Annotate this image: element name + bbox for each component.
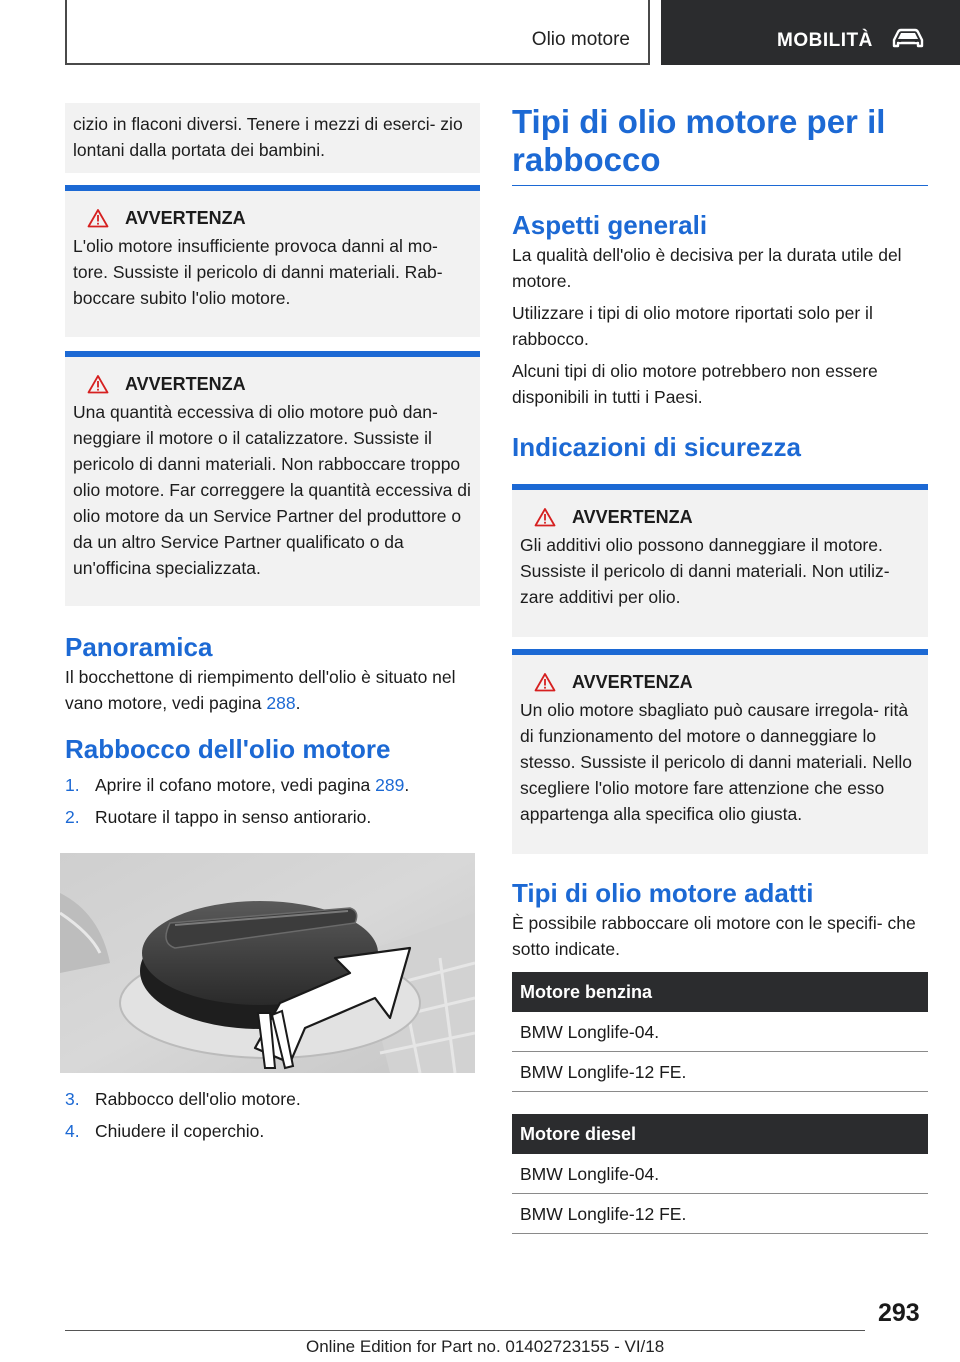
warning-title-3 bbox=[520, 504, 920, 530]
step-item: 3. Rabbocco dell'olio motore. bbox=[65, 1089, 301, 1109]
refill-heading: Rabbocco dell'olio motore bbox=[65, 734, 391, 764]
warning-triangle-icon bbox=[534, 672, 556, 692]
note-box bbox=[65, 103, 480, 173]
safety-heading: Indicazioni di sicurezza bbox=[512, 432, 801, 462]
footer-divider bbox=[65, 1330, 865, 1331]
warning-label: AVVERTENZA bbox=[572, 507, 693, 527]
warning-box-1 bbox=[65, 185, 480, 337]
warning-text-3: Gli additivi olio possono danneggiare il motore. Sussiste il pericolo di danni materiali. Non utiliz‐ zare additivi per olio. bbox=[520, 535, 890, 607]
general-paragraph: Alcuni tipi di olio motore potrebbero non essere disponibili in tutti i Paesi. bbox=[512, 361, 878, 407]
warning-triangle-icon bbox=[87, 208, 109, 228]
warning-box-3 bbox=[512, 484, 928, 637]
header-section-title: Olio motore bbox=[531, 29, 630, 50]
step-item: 1. Aprire il cofano motore, vedi pagina 289. bbox=[65, 775, 410, 795]
spec-table-petrol bbox=[512, 972, 928, 1092]
left-column bbox=[65, 103, 480, 836]
steps-list-b bbox=[65, 1086, 480, 1150]
table-row: BMW Longlife-12 FE. bbox=[512, 1052, 928, 1092]
page-link-289[interactable]: 289 bbox=[375, 775, 405, 795]
step-item: 2. Ruotare il tappo in senso antiorario. bbox=[65, 807, 372, 827]
table-row: BMW Longlife-04. bbox=[512, 1012, 928, 1052]
title-divider bbox=[512, 185, 928, 186]
warning-title-2 bbox=[73, 371, 472, 397]
suitable-text: È possibile rabboccare oli motore con le specifi‐ che sotto indicate. bbox=[512, 913, 916, 959]
warning-text-2: Una quantità eccessiva di olio motore può dan‐ neggiare il motore o il catalizzatore. Sussiste il pericolo di danni materiali. Non rabboccare troppo olio motore. Far correggere la quantità eccessiva di olio motore da un Service Partner del produttore o da un altro Service Partner qualificato o da un'officina specializzata. bbox=[73, 402, 471, 578]
table-header: Motore benzina bbox=[512, 972, 928, 1012]
right-column bbox=[512, 103, 928, 1234]
warning-triangle-icon bbox=[87, 374, 109, 394]
table-row: BMW Longlife-12 FE. bbox=[512, 1194, 928, 1234]
general-paragraph: Utilizzare i tipi di olio motore riportati solo per il rabbocco. bbox=[512, 303, 873, 349]
page-link-288[interactable]: 288 bbox=[266, 693, 296, 713]
warning-label: AVVERTENZA bbox=[572, 672, 693, 692]
header-chapter-box bbox=[661, 0, 960, 65]
section-title: Tipi di olio motore per il rabbocco bbox=[512, 103, 886, 178]
warning-title-1 bbox=[73, 205, 472, 231]
suitable-heading: Tipi di olio motore adatti bbox=[512, 878, 814, 908]
warning-label: AVVERTENZA bbox=[125, 374, 246, 394]
note-text: cizio in flaconi diversi. Tenere i mezzi di eserci‐ zio lontani dalla portata dei bambini. bbox=[73, 114, 463, 160]
warning-text-4: Un olio motore sbagliato può causare irregola‐ rità di funzionamento del motore o danneggiare lo stesso. Sussiste il pericolo di danni materiali. Nello scegliere l'olio motore fare attenzione che esso appartenga alla specifica olio giusta. bbox=[520, 700, 912, 824]
overview-text: Il bocchettone di riempimento dell'olio è situato nel vano motore, vedi pagina 288. bbox=[65, 667, 456, 713]
header-chapter-title: MOBILITÀ bbox=[777, 30, 873, 51]
page-number: 293 bbox=[878, 1299, 920, 1327]
warning-box-4 bbox=[512, 649, 928, 854]
steps-list-a bbox=[65, 772, 480, 830]
overview-heading: Panoramica bbox=[65, 632, 213, 662]
car-icon bbox=[891, 28, 925, 50]
warning-label: AVVERTENZA bbox=[125, 208, 246, 228]
warning-box-2 bbox=[65, 351, 480, 606]
table-header: Motore diesel bbox=[512, 1114, 928, 1154]
step-item: 4. Chiudere il coperchio. bbox=[65, 1121, 265, 1141]
footer-edition: Online Edition for Part no. 01402723155 - VI/18 bbox=[306, 1337, 665, 1356]
general-paragraph: La qualità dell'olio è decisiva per la durata utile del motore. bbox=[512, 245, 902, 291]
warning-title-4 bbox=[520, 669, 920, 695]
warning-triangle-icon bbox=[534, 507, 556, 527]
oil-cap-image bbox=[60, 853, 475, 1073]
general-heading: Aspetti generali bbox=[512, 210, 708, 240]
header-section-box bbox=[65, 0, 650, 65]
warning-text-1: L'olio motore insufficiente provoca danni al mo‐ tore. Sussiste il pericolo di danni materiali. Rab‐ boccare subito l'olio motore. bbox=[73, 236, 443, 308]
spec-table-diesel bbox=[512, 1114, 928, 1234]
oil-cap-illustration bbox=[60, 853, 475, 1073]
table-row: BMW Longlife-04. bbox=[512, 1154, 928, 1194]
